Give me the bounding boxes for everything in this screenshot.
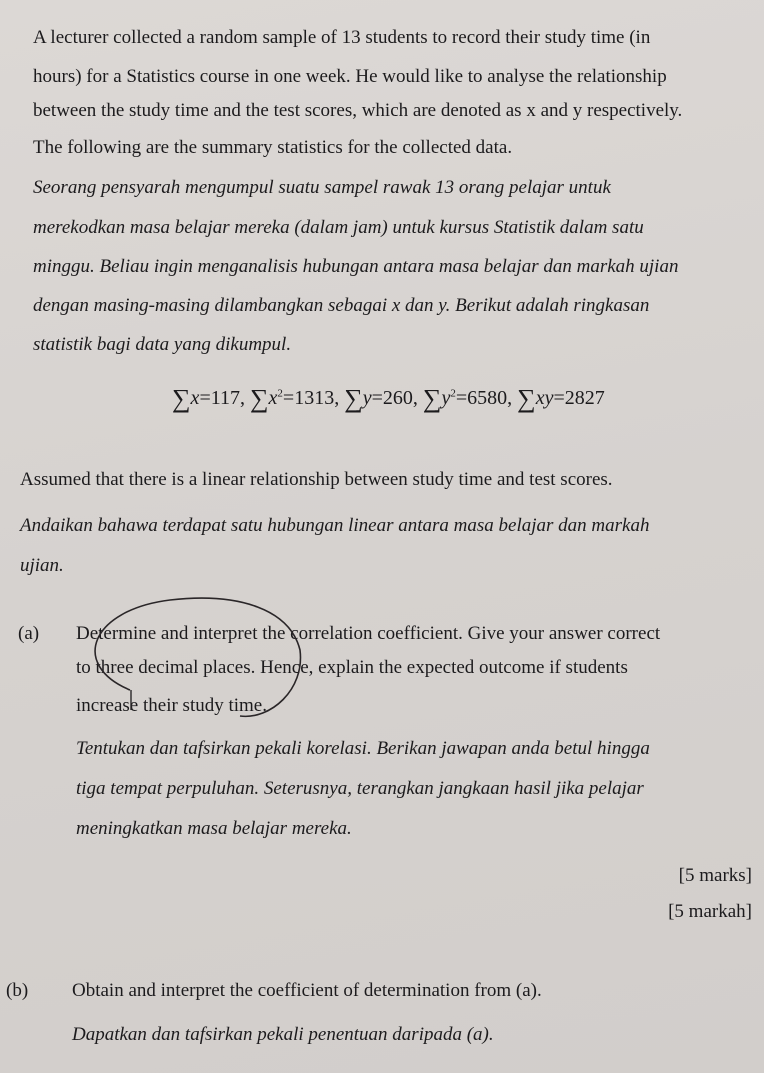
intro-ms-line: minggu. Beliau ingin menganalisis hubungan antara masa belajar dan markah ujian: [33, 256, 679, 277]
sum-y-value: 260: [382, 387, 413, 409]
part-a-en-line: increase their study time.: [76, 695, 267, 716]
part-b-ms: Dapatkan dan tafsirkan pekali penentuan daripada (a).: [72, 1024, 494, 1045]
part-a-ms-line: tiga tempat perpuluhan. Seterusnya, terangkan jangkaan hasil jika pelajar: [76, 778, 644, 799]
sum-x-value: 117: [210, 387, 240, 409]
marks-ms: [5 markah]: [668, 901, 752, 922]
sum-x2-value: 1313: [294, 387, 335, 409]
sum-xy-label: xy: [535, 387, 554, 409]
sum-y-label: y: [362, 387, 372, 409]
sum-y2-exp: 2: [450, 387, 456, 400]
intro-ms-line: Seorang pensyarah mengumpul suatu sampel rawak 13 orang pelajar untuk: [33, 177, 611, 198]
sum-x2-exp: 2: [277, 387, 283, 400]
sum-x2-label: x: [268, 387, 278, 409]
intro-en-line: A lecturer collected a random sample of 13 students to record their study time (in: [33, 27, 651, 48]
intro-ms-line: statistik bagi data yang dikumpul.: [33, 334, 292, 355]
assumption-ms-line: Andaikan bahawa terdapat satu hubungan linear antara masa belajar dan markah: [20, 515, 650, 536]
part-a-en-line: Determine and interpret the correlation coefficient. Give your answer correct: [76, 623, 661, 644]
part-a-label: (a): [18, 623, 40, 644]
part-a-ms-line: Tentukan dan tafsirkan pekali korelasi. Berikan jawapan anda betul hingga: [76, 738, 650, 759]
intro-en-line: between the study time and the test scores, which are denoted as x and y respectively.: [33, 100, 683, 121]
intro-ms-line: merekodkan masa belajar mereka (dalam jam) untuk kursus Statistik dalam satu: [33, 217, 644, 238]
assumption-ms-line: ujian.: [20, 555, 64, 576]
marks-en: [5 marks]: [678, 865, 752, 886]
assumption-en: Assumed that there is a linear relationship between study time and test scores.: [20, 469, 613, 490]
sum-y2-label: y: [441, 387, 451, 409]
intro-ms-line: dengan masing-masing dilambangkan sebagai x dan y. Berikut adalah ringkasan: [33, 295, 650, 316]
intro-en-line: The following are the summary statistics for the collected data.: [33, 137, 513, 158]
intro-en-line: hours) for a Statistics course in one week. He would like to analyse the relationship: [33, 66, 667, 87]
sum-x-label: x: [190, 387, 200, 409]
part-a-ms-line: meningkatkan masa belajar mereka.: [76, 818, 352, 839]
part-a-en-line: to three decimal places. Hence, explain the expected outcome if students: [76, 657, 628, 678]
sum-y2-value: 6580: [467, 387, 508, 409]
summary-statistics: ∑x=117, $\sum x^2=1313$, ∑y=260, $\sum y^2=6580$, ∑xy=2827: [172, 384, 605, 413]
part-b-label: (b): [6, 980, 29, 1001]
part-b-en: Obtain and interpret the coefficient of determination from (a).: [72, 980, 542, 1001]
sum-xy-value: 2827: [564, 387, 605, 409]
